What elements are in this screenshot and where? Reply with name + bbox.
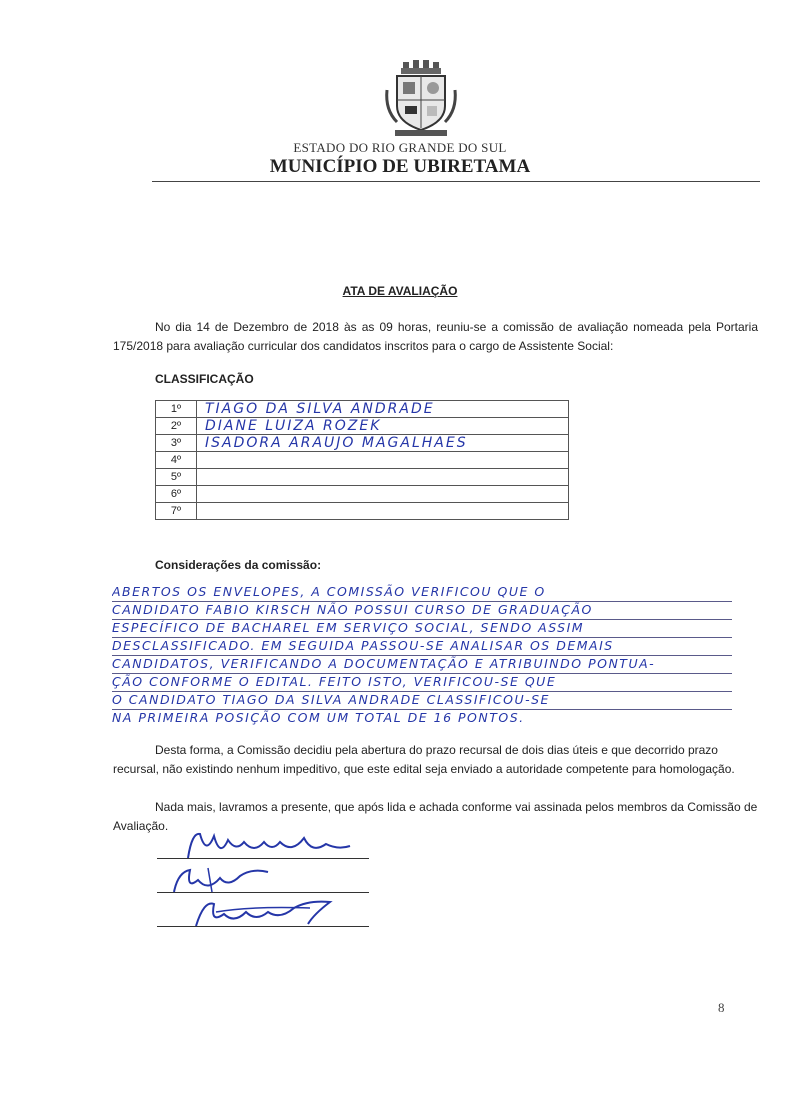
table-row bbox=[156, 452, 569, 469]
paragraph-decision bbox=[113, 741, 758, 779]
state-name: ESTADO DO RIO GRANDE DO SUL bbox=[293, 140, 507, 155]
considerations-heading: Considerações da comissão: bbox=[155, 558, 322, 572]
table-row bbox=[156, 486, 569, 503]
page-number: 8 bbox=[718, 1000, 725, 1015]
header-divider bbox=[152, 181, 760, 182]
intro-paragraph bbox=[113, 318, 758, 356]
municipality-name: MUNICÍPIO DE UBIRETAMA bbox=[269, 156, 531, 177]
rank-name: TIAGO DA SILVA ANDRADE bbox=[197, 401, 569, 418]
handwritten-line: NA PRIMEIRA POSIÇÃO COM UM TOTAL DE 16 PONTOS. bbox=[112, 710, 525, 725]
document-title: ATA DE AVALIAÇÃO bbox=[342, 284, 458, 298]
rank-position: 1º bbox=[156, 401, 197, 418]
signature-1 bbox=[180, 828, 380, 862]
table-row bbox=[156, 435, 569, 452]
rank-name: ISADORA ARAUJO MAGALHAES bbox=[197, 435, 569, 452]
table-row bbox=[156, 469, 569, 486]
rank-name bbox=[197, 503, 569, 520]
handwritten-line: O CANDIDATO TIAGO DA SILVA ANDRADE CLASSIFICOU-SE bbox=[112, 692, 550, 707]
rank-position: 3º bbox=[156, 435, 197, 452]
ranking-table bbox=[155, 400, 569, 520]
rank-name: DIANE LUIZA ROZEK bbox=[197, 418, 569, 435]
table-row bbox=[156, 418, 569, 435]
rank-position: 6º bbox=[156, 486, 197, 503]
signature-3 bbox=[190, 894, 350, 930]
classification-heading: CLASSIFICAÇÃO bbox=[155, 372, 254, 386]
municipal-coat-of-arms bbox=[383, 60, 459, 138]
handwritten-line: ESPECÍFICO DE BACHAREL EM SERVIÇO SOCIAL, SENDO ASSIM bbox=[112, 620, 585, 635]
rank-name bbox=[197, 452, 569, 469]
signature-2 bbox=[168, 862, 288, 896]
table-row bbox=[156, 401, 569, 418]
handwritten-line: CANDIDATOS, VERIFICANDO A DOCUMENTAÇÃO E ATRIBUINDO PONTUA- bbox=[112, 656, 656, 671]
decision-text: Desta forma, a Comissão decidiu pela abertura do prazo recursal de dois dias úteis e que decorrido prazo recursal, não existindo nenhum impeditivo, que este edital seja enviado a autoridade competente para homologação. bbox=[113, 743, 735, 776]
rank-position: 7º bbox=[156, 503, 197, 520]
handwritten-line: DESCLASSIFICADO. EM SEGUIDA PASSOU-SE ANALISAR OS DEMAIS bbox=[112, 638, 614, 653]
closing-text: Nada mais, lavramos a presente, que após lida e achada conforme vai assinada pelos membros da Comissão de Avaliação. bbox=[113, 800, 758, 833]
rank-position: 2º bbox=[156, 418, 197, 435]
rank-position: 5º bbox=[156, 469, 197, 486]
rank-position: 4º bbox=[156, 452, 197, 469]
handwritten-line: CANDIDATO FABIO KIRSCH NÃO POSSUI CURSO DE GRADUAÇÃO bbox=[112, 602, 593, 617]
handwritten-line: ÇÃO CONFORME O EDITAL. FEITO ISTO, VERIFICOU-SE QUE bbox=[112, 674, 557, 689]
intro-text: No dia 14 de Dezembro de 2018 às as 09 horas, reuniu-se a comissão de avaliação nomeada pela Portaria 175/2018 para avaliação curricular dos candidatos inscritos para o cargo de Assistente Social: bbox=[113, 320, 758, 353]
table-row bbox=[156, 503, 569, 520]
rank-name bbox=[197, 486, 569, 503]
rank-name bbox=[197, 469, 569, 486]
handwritten-line: ABERTOS OS ENVELOPES, A COMISSÃO VERIFICOU QUE O bbox=[112, 584, 546, 599]
